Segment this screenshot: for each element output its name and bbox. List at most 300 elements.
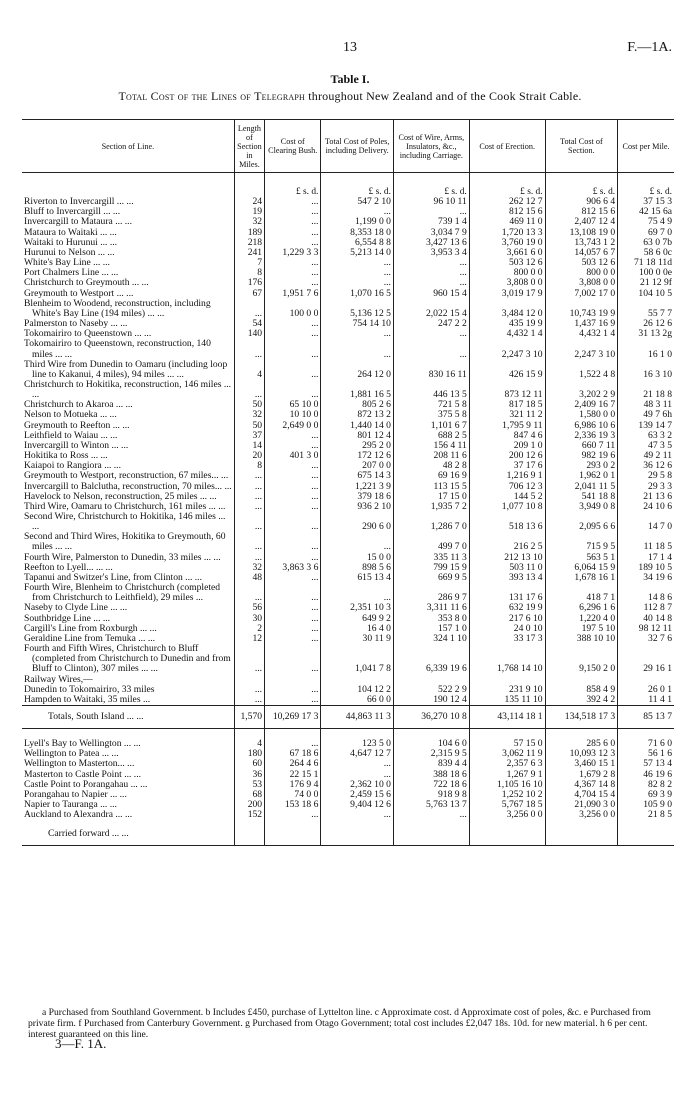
table-row <box>22 810 674 820</box>
cell-value: 180 <box>234 749 264 759</box>
cell-value: 418 7 1 <box>545 583 618 603</box>
table-row <box>22 624 674 634</box>
cell-value: 6,339 19 6 <box>393 644 469 674</box>
cell-value: 216 2 5 <box>469 532 545 552</box>
row-label: Tokomairiro to Queenstown ... ... <box>24 329 152 340</box>
cell-value: 49 7 6h <box>618 410 674 420</box>
table-row <box>22 573 674 583</box>
column-header: Section of Line. <box>22 120 234 173</box>
table-row <box>22 207 674 217</box>
row-label: Invercargill to Winton ... ... <box>24 440 129 451</box>
cell-value: 2,362 10 0 <box>321 780 394 790</box>
cell-value <box>265 675 321 685</box>
empty-cell <box>321 729 394 740</box>
cell-value: 37 17 6 <box>469 461 545 471</box>
row-label: Leithfield to Waiau ... ... <box>24 430 118 441</box>
row-label: Christchurch to Hokitika, reconstruction, 146 miles ... ... <box>24 379 232 401</box>
page-header <box>0 40 700 60</box>
table-body <box>22 173 674 846</box>
row-label: Wellington to Masterton... ... <box>24 759 135 770</box>
row-label: Third Wire, Oamaru to Christchurch, 161 miles ... ... <box>24 501 226 512</box>
cell-value: 33 17 3 <box>469 634 545 644</box>
cell-value: ... <box>393 207 469 217</box>
cell-value: 65 10 0 <box>265 400 321 410</box>
cell-value: 3,256 0 0 <box>545 810 618 820</box>
cell-value: 1,881 16 5 <box>321 380 394 400</box>
cell-value: ... <box>265 695 321 706</box>
cell-value: 3,311 11 6 <box>393 603 469 613</box>
cell-value: 4 <box>234 360 264 380</box>
cell-value: 660 7 11 <box>545 441 618 451</box>
cell-value: 4,367 14 8 <box>545 780 618 790</box>
cell-value: 58 6 0c <box>618 248 674 258</box>
cell-value: ... <box>234 471 264 481</box>
cell-value: 286 9 7 <box>393 583 469 603</box>
table-row <box>22 339 674 359</box>
cell-value: 71 6 0 <box>618 739 674 749</box>
cell-value: ... <box>321 207 394 217</box>
cell-value: 63 3 2 <box>618 431 674 441</box>
cell-value: 57 13 4 <box>618 759 674 769</box>
cell-value: 20 <box>234 451 264 461</box>
table-row <box>22 532 674 552</box>
cell-value: 982 19 6 <box>545 451 618 461</box>
cell-value: 2,315 9 5 <box>393 749 469 759</box>
row-label: Fourth Wire, Blenheim to Christchurch (completed from Christchurch to Leithfield), 29 miles ... <box>24 583 221 604</box>
cell-value: 800 0 0 <box>469 268 545 278</box>
page-signature: 3—F. 1A. <box>55 1036 107 1051</box>
cell-value: ... <box>321 770 394 780</box>
cell-value: 144 5 2 <box>469 492 545 502</box>
cell-value: 69 7 0 <box>618 228 674 238</box>
subtitle-part-3: throughout New Zealand and of the Cook Strait Cable. <box>308 89 582 103</box>
empty-cell <box>265 820 321 845</box>
row-label: Bluff to Invercargill ... ... <box>24 207 121 218</box>
subtitle-part-1: Total Cost of the Lines of <box>118 89 251 103</box>
cell-value: ... <box>234 512 264 532</box>
cell-value: 2,095 6 6 <box>545 512 618 532</box>
table-row <box>22 770 674 780</box>
cell-value <box>545 675 618 685</box>
row-label: Tapanui and Switzer's Line, from Clinton ... ... <box>24 572 202 583</box>
cell-value: 100 0 0 <box>265 299 321 319</box>
cell-value: 1,267 9 1 <box>469 770 545 780</box>
cell-value: 16 4 0 <box>321 624 394 634</box>
cell-value: 812 15 6 <box>469 207 545 217</box>
table-row <box>22 553 674 563</box>
table-row <box>22 441 674 451</box>
cell-value: 1,070 16 5 <box>321 289 394 299</box>
cell-value: 847 4 6 <box>469 431 545 441</box>
table-row <box>22 410 674 420</box>
cell-value: ... <box>321 583 394 603</box>
cell-value: 11 18 5 <box>618 532 674 552</box>
row-label: Palmerston to Naseby ... ... <box>24 319 128 330</box>
cell-value: ... <box>265 329 321 339</box>
row-label: Riverton to Invercargill ... ... <box>24 197 134 208</box>
cell-value: 24 10 6 <box>618 502 674 512</box>
table-row <box>22 329 674 339</box>
cell-value: 4,432 1 4 <box>469 329 545 339</box>
cell-value <box>321 675 394 685</box>
cell-value: 50 <box>234 400 264 410</box>
cell-value: 26 12 6 <box>618 319 674 329</box>
cell-value: 134,518 17 3 <box>545 705 618 728</box>
cell-value: 60 <box>234 759 264 769</box>
cell-value: 56 <box>234 603 264 613</box>
cell-value: 1,935 7 2 <box>393 502 469 512</box>
table-title: Table I. <box>330 72 370 86</box>
cell-value: 379 18 6 <box>321 492 394 502</box>
table-row <box>22 644 674 674</box>
cell-value: 388 18 6 <box>393 770 469 780</box>
cell-value: 42 15 6a <box>618 207 674 217</box>
cell-value: ... <box>265 512 321 532</box>
cell-value: ... <box>321 258 394 268</box>
cell-value: 189 10 5 <box>618 563 674 573</box>
cell-value: 21 12 9f <box>618 278 674 288</box>
cell-value: 324 1 10 <box>393 634 469 644</box>
cell-value: 7,002 17 0 <box>545 289 618 299</box>
cell-value: 5,136 12 5 <box>321 299 394 319</box>
cell-value: 3,760 19 0 <box>469 238 545 248</box>
cell-value: 176 <box>234 278 264 288</box>
cell-value: 14 <box>234 441 264 451</box>
cell-value: 37 15 3 <box>618 197 674 207</box>
table-row <box>22 289 674 299</box>
cell-value: 4,432 1 4 <box>545 329 618 339</box>
cell-value: 3,202 2 9 <box>545 380 618 400</box>
cell-value: 1,570 <box>234 705 264 728</box>
table-row <box>22 583 674 603</box>
cell-value: 32 <box>234 410 264 420</box>
carried-forward-label: Carried forward ... ... <box>22 820 234 845</box>
cell-value: 3,484 12 0 <box>469 299 545 319</box>
cell-value: 37 <box>234 431 264 441</box>
cell-value: 43,114 18 1 <box>469 705 545 728</box>
cell-value: 30 <box>234 614 264 624</box>
cell-value: 805 2 6 <box>321 400 394 410</box>
cell-value: 1,720 13 3 <box>469 228 545 238</box>
row-label: Dunedin to Tokomairiro, 33 miles <box>24 684 155 695</box>
cell-value: 32 7 6 <box>618 634 674 644</box>
cell-value: ... <box>265 573 321 583</box>
cell-value: 2,041 11 5 <box>545 482 618 492</box>
column-header: Cost of Clearing Bush. <box>265 120 321 173</box>
cell-value: 197 5 10 <box>545 624 618 634</box>
table-row <box>22 451 674 461</box>
page-number: 13 <box>343 40 357 55</box>
cell-value: 247 2 2 <box>393 319 469 329</box>
cell-value: 31 13 2g <box>618 329 674 339</box>
table-row <box>22 482 674 492</box>
cell-value: 140 <box>234 329 264 339</box>
cell-value: 36 <box>234 770 264 780</box>
cell-value: 800 0 0 <box>545 268 618 278</box>
cell-value: 3,808 0 0 <box>469 278 545 288</box>
cell-value: 14 7 0 <box>618 512 674 532</box>
cell-value: 66 0 0 <box>321 695 394 706</box>
cell-value: 209 1 0 <box>469 441 545 451</box>
cell-value: 131 17 6 <box>469 583 545 603</box>
cell-value: 6,064 15 9 <box>545 563 618 573</box>
cell-value: 9,150 2 0 <box>545 644 618 674</box>
row-label: White's Bay Line ... ... <box>24 258 110 269</box>
cell-value: 50 <box>234 421 264 431</box>
row-label: Waitaki to Hurunui ... ... <box>24 237 118 248</box>
row-label: Reefton to Lyell... ... ... <box>24 562 113 573</box>
cell-value: 46 19 6 <box>618 770 674 780</box>
cell-value: 98 12 11 <box>618 624 674 634</box>
cell-value: 503 11 0 <box>469 563 545 573</box>
cell-value: ... <box>234 532 264 552</box>
carried-forward-row <box>22 820 674 845</box>
table-row <box>22 238 674 248</box>
cell-value: 48 2 8 <box>393 461 469 471</box>
cell-value: 563 5 1 <box>545 553 618 563</box>
cell-value: 4,704 15 4 <box>545 790 618 800</box>
cell-value: 960 15 4 <box>393 289 469 299</box>
cell-value: ... <box>265 624 321 634</box>
table-row <box>22 197 674 207</box>
cell-value: ... <box>265 319 321 329</box>
subtitle-part-2: Telegraph <box>254 89 306 103</box>
cell-value: 1,199 0 0 <box>321 217 394 227</box>
cell-value: 152 <box>234 810 264 820</box>
column-header: Total Cost of Section. <box>545 120 618 173</box>
cell-value: ... <box>234 583 264 603</box>
cell-value: 1,522 4 8 <box>545 360 618 380</box>
table-row <box>22 461 674 471</box>
cell-value: 3,808 0 0 <box>545 278 618 288</box>
cell-value: 503 12 6 <box>545 258 618 268</box>
cost-table <box>22 119 674 846</box>
cell-value: ... <box>234 482 264 492</box>
cell-value: ... <box>321 759 394 769</box>
cell-value: 30 11 9 <box>321 634 394 644</box>
row-label: Greymouth to Westport ... ... <box>24 288 134 299</box>
table-row <box>22 217 674 227</box>
row-label: Invercargill to Balclutha, reconstruction, 70 miles... ... <box>24 481 232 492</box>
cell-value: £ s. d. <box>393 173 469 198</box>
cell-value: 34 19 6 <box>618 573 674 583</box>
table-row <box>22 299 674 319</box>
cell-value: 36 12 6 <box>618 461 674 471</box>
cell-value: 200 12 6 <box>469 451 545 461</box>
cell-value: 3,034 7 9 <box>393 228 469 238</box>
cell-value: ... <box>265 810 321 820</box>
cell-value: 1,221 3 9 <box>321 482 394 492</box>
row-label: Southbridge Line ... ... <box>24 613 111 624</box>
cell-value: ... <box>234 492 264 502</box>
cell-value: 10,743 19 9 <box>545 299 618 319</box>
table-row <box>22 248 674 258</box>
cell-value: 200 <box>234 800 264 810</box>
cell-value: 21,090 3 0 <box>545 800 618 810</box>
cell-value: 2,336 19 3 <box>545 431 618 441</box>
cell-value: ... <box>393 258 469 268</box>
cell-value: 801 12 4 <box>321 431 394 441</box>
cell-value: ... <box>265 278 321 288</box>
cell-value: 388 10 10 <box>545 634 618 644</box>
cell-value: 1,101 6 7 <box>393 421 469 431</box>
column-header: Total Cost of Poles, including Delivery. <box>321 120 394 173</box>
cell-value: 392 4 2 <box>545 695 618 706</box>
cell-value: 44,863 11 3 <box>321 705 394 728</box>
cell-value <box>469 675 545 685</box>
document-reference: F.—1A. <box>627 40 672 55</box>
row-label: Hokitika to Ross ... ... <box>24 451 108 462</box>
cell-value: 21 13 6 <box>618 492 674 502</box>
cell-value: 48 <box>234 573 264 583</box>
row-label: Kaiapoi to Rangiora ... ... <box>24 461 121 472</box>
cell-value: 135 11 10 <box>469 695 545 706</box>
cell-value: 105 9 0 <box>618 800 674 810</box>
cell-value: 8 <box>234 268 264 278</box>
cell-value: 715 9 5 <box>545 532 618 552</box>
cell-value: 2,409 16 7 <box>545 400 618 410</box>
table-row <box>22 563 674 573</box>
cell-value: 503 12 6 <box>469 258 545 268</box>
row-label: Hampden to Waitaki, 35 miles ... <box>24 694 151 705</box>
cell-value: 40 14 8 <box>618 614 674 624</box>
table-row <box>22 614 674 624</box>
cell-value: 157 1 0 <box>393 624 469 634</box>
cell-value: ... <box>321 532 394 552</box>
cell-value: ... <box>265 634 321 644</box>
cell-value: 6,554 8 8 <box>321 238 394 248</box>
cell-value: 293 0 2 <box>545 461 618 471</box>
row-label: Greymouth to Westport, reconstruction, 67 miles... ... <box>24 471 229 482</box>
cell-value: 12 <box>234 634 264 644</box>
cell-value: 10,093 12 3 <box>545 749 618 759</box>
cell-value: 104 12 2 <box>321 685 394 695</box>
cell-value: 55 7 7 <box>618 299 674 319</box>
cell-value: 63 0 7b <box>618 238 674 248</box>
cell-value: 29 5 8 <box>618 471 674 481</box>
table-row <box>22 400 674 410</box>
cell-value: 2,459 15 6 <box>321 790 394 800</box>
cell-value: ... <box>265 553 321 563</box>
cell-value: 264 12 0 <box>321 360 394 380</box>
totals-row <box>22 705 674 728</box>
cell-value: 68 <box>234 790 264 800</box>
cell-value: 290 6 0 <box>321 512 394 532</box>
cell-value: 113 15 5 <box>393 482 469 492</box>
row-label: Mataura to Waitaki ... ... <box>24 227 117 238</box>
cell-value: 858 4 9 <box>545 685 618 695</box>
cell-value: 7 <box>234 258 264 268</box>
cell-value: 799 15 9 <box>393 563 469 573</box>
cell-value: 22 15 1 <box>265 770 321 780</box>
cell-value: 208 11 6 <box>393 451 469 461</box>
row-label: Invercargill to Mataura ... ... <box>24 217 132 228</box>
row-label: Nelson to Motueka ... ... <box>24 410 117 421</box>
table-header-row <box>22 120 674 173</box>
cell-value: 29 3 3 <box>618 482 674 492</box>
cell-value: 918 9 8 <box>393 790 469 800</box>
row-label: Wellington to Patea ... ... <box>24 749 119 760</box>
empty-cell <box>545 729 618 740</box>
cell-value: 11 4 1 <box>618 695 674 706</box>
row-label: Totals, South Island ... ... <box>22 705 234 728</box>
cell-value: 6,296 1 6 <box>545 603 618 613</box>
cell-value: 96 10 11 <box>393 197 469 207</box>
cell-value: 1,580 0 0 <box>545 410 618 420</box>
cell-value: 3,427 13 6 <box>393 238 469 248</box>
cell-value: ... <box>265 431 321 441</box>
table-row <box>22 502 674 512</box>
cell-value: 207 0 0 <box>321 461 394 471</box>
cell-value: 2,247 3 10 <box>469 339 545 359</box>
cell-value: 872 13 2 <box>321 410 394 420</box>
cell-value <box>234 675 264 685</box>
cell-value: 2 <box>234 624 264 634</box>
cell-value: 4,647 12 7 <box>321 749 394 759</box>
row-label: Tokomairiro to Queenstown, reconstruction, 140 miles ... ... <box>24 339 211 360</box>
cell-value: 3,256 0 0 <box>469 810 545 820</box>
cell-value: 541 18 8 <box>545 492 618 502</box>
table-row <box>22 278 674 288</box>
cell-value: ... <box>393 329 469 339</box>
cell-value: ... <box>265 217 321 227</box>
column-header: Cost of Erection. <box>469 120 545 173</box>
cell-value <box>234 173 264 198</box>
cell-value: 10 10 0 <box>265 410 321 420</box>
table-row <box>22 749 674 759</box>
cell-value: 675 14 3 <box>321 471 394 481</box>
cell-value: ... <box>265 360 321 380</box>
table-row <box>22 512 674 532</box>
column-header: Cost of Wire, Arms, Insulators, &c., including Carriage. <box>393 120 469 173</box>
empty-cell <box>265 729 321 740</box>
cell-value: 446 13 5 <box>393 380 469 400</box>
cell-value: 1,795 9 11 <box>469 421 545 431</box>
cell-value: ... <box>265 339 321 359</box>
cell-value: 156 4 11 <box>393 441 469 451</box>
empty-cell <box>545 820 618 845</box>
cell-value: 1,962 0 1 <box>545 471 618 481</box>
cell-value: 8,353 18 0 <box>321 228 394 238</box>
cell-value: ... <box>265 502 321 512</box>
cell-value: 393 13 4 <box>469 573 545 583</box>
cell-value: 10,269 17 3 <box>265 705 321 728</box>
cell-value: ... <box>321 278 394 288</box>
cell-value: 426 15 9 <box>469 360 545 380</box>
cell-value: 218 <box>234 238 264 248</box>
cell-value: ... <box>265 739 321 749</box>
spacer-row <box>22 729 674 740</box>
row-label: Porangahau to Napier ... ... <box>24 789 127 800</box>
cell-value: 32 <box>234 217 264 227</box>
cell-value: ... <box>321 268 394 278</box>
cell-value: ... <box>234 553 264 563</box>
table-row <box>22 739 674 749</box>
row-label: Third Wire from Dunedin to Oamaru (including loop line to Kakanui, 4 miles), 94 miles ... ... <box>24 359 228 380</box>
table-subtitle <box>0 89 700 104</box>
cell-value: 14,057 6 7 <box>545 248 618 258</box>
row-label: Fourth Wire, Palmerston to Dunedin, 33 miles ... ... <box>24 552 221 563</box>
row-label: Castle Point to Porangahau ... ... <box>24 779 148 790</box>
cell-value: 469 11 0 <box>469 217 545 227</box>
empty-cell <box>469 729 545 740</box>
table-row <box>22 228 674 238</box>
cell-value: 16 1 0 <box>618 339 674 359</box>
empty-cell <box>321 820 394 845</box>
row-label: Cargill's Line from Roxburgh ... ... <box>24 623 157 634</box>
row-label: Blenheim to Woodend, reconstruction, including White's Bay Line (194 miles) ... ... <box>24 298 211 319</box>
cell-value: 2,407 12 4 <box>545 217 618 227</box>
